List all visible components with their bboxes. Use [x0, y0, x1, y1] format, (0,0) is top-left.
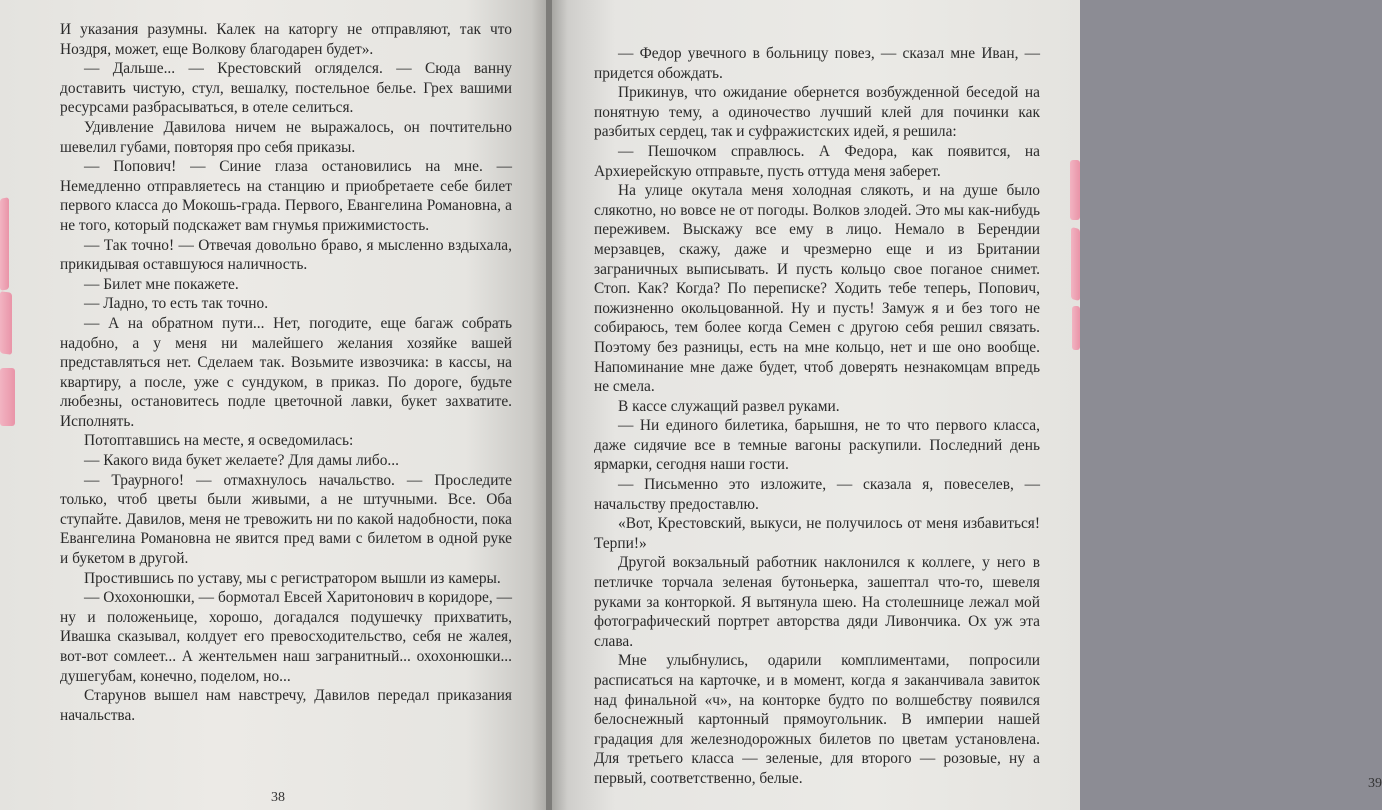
paragraph: — Ни единого билетика, барышня, не то что первого класса, даже сидячие все в темные вагоны раскупили. Последний день ярмарки, сегодня наши гости.: [594, 417, 1040, 474]
paragraph: — Билет мне покажете.: [84, 275, 239, 293]
right-page-text: [594, 44, 1040, 789]
paragraph: — Ладно, то есть так точно.: [84, 295, 269, 313]
paragraph: Удивление Давилова ничем не выражалось, он почтительно шевелил губами, повторяя про себя приказы.: [60, 118, 512, 156]
bookmark-tab: [1072, 306, 1080, 350]
paragraph: Другой вокзальный работник наклонился к коллеге, у него в петличке торчала зеленая бутоньерка, зашептал что-то, шевеля руками за конторкой. Я вытянула шею. На столешнице лежал мой фотографический портрет авторства дяди Ливончика. Ох уж эта слава.: [594, 554, 1040, 650]
paragraph: Простившись по уставу, мы с регистратором вышли из камеры.: [84, 569, 501, 587]
paragraph: В кассе служащий развел руками.: [618, 397, 840, 415]
paragraph: — Письменно это изложите, — сказала я, повеселев, — начальству предоставлю.: [594, 476, 1040, 513]
bookmark-tab: [1070, 160, 1080, 220]
paragraph: — Федор увечного в больницу повез, — сказал мне Иван, — придется обождать.: [594, 45, 1040, 82]
bookmark-tab: [0, 291, 12, 355]
paragraph: На улице окутала меня холодная слякоть, и на душе было слякотно, но вовсе не от погоды. Волков злодей. Это мы как-нибудь переживем. Выскажу все ему в лицо. Немало в Берендии мерзавцев, скажу, даже и чрезмерно еще и из Британии заграничных выписывать. И пусть кольцо свое поганое снимет. Стоп. Как? Когда? По переписке? Ходить тебе теперь, Попович, пожизненно окольцованной. Ну и пусть! Замуж я и без того не собираюсь, тем более когда Семен с другою себя решил связать. Поэтому без разницы, есть на мне кольцо, нет и ше оно вообще. Напоминание мне даже будет, чтоб доверять незнакомцам впредь не смела.: [594, 182, 1040, 396]
page-number: 39: [1368, 776, 1382, 791]
paragraph: Мне улыбнулись, одарили комплиментами, попросили расписаться на карточке, и в момент, когда я заканчивала завиток над финальной «ч», на конторке будто по волшебству появился белоснежный картонный прямоугольник. В империи нашей градация для железнодорожных билетов по цветам установлена. Для третьего класса — зеленые, для второго — розовые, ну а первый, соответственно, белые.: [594, 652, 1040, 787]
paragraph: «Вот, Крестовский, выкуси, не получилось от меня избавиться! Терпи!»: [594, 515, 1040, 552]
bookmark-tab: [0, 368, 15, 426]
paragraph: — Пешочком справлюсь. А Федора, как появится, на Архиерейскую отправьте, пусть оттуда меня заберет.: [594, 142, 1040, 180]
paragraph: Прикинув, что ожидание обернется возбужденной беседой на понятную тему, а одиночество лучший клей для починки как разбитых сердец, так и суфражистских идей, я решила:: [594, 84, 1040, 141]
paragraph: — А на обратном пути... Нет, погодите, еще багаж собрать надобно, а у меня ни малейшего желания хозяйке вашей представляться нет. Сделаем так. Возьмите извозчика: в кассы, на квартиру, а после, уже с сундуком, в приказ. По дороге, будьте любезны, остановитесь подле цветочной лавки, букет захватите. Исполнять.: [60, 314, 512, 430]
left-page-text: [60, 20, 512, 725]
page-number: 38: [271, 790, 285, 805]
paragraph: — Попович! — Синие глаза остановились на мне. — Немедленно отправляетесь на станцию и приобретаете себе билет первого класса до Мокошь-града. Первого, Евангелина Романовна, а не того, который подскажет вам гнумья прижимистость.: [60, 158, 512, 234]
paragraph: — Дальше... — Крестовский огляделся. — Сюда ванну доставить чистую, стул, вешалку, постельное белье. Грех вашими ресурсами разбрасываться, в отеле селиться.: [60, 60, 512, 117]
paragraph: Потоптавшись на месте, я осведомилась:: [84, 432, 354, 450]
left-page: [0, 0, 548, 810]
paragraph: — Охохонюшки, — бормотал Евсей Харитонович в коридоре, — ну и положеньице, хорошо, догадался подушечку прихватить, Ивашка сказывал, колдует его превосходительство, себя не жалея, вот-вот сомлеет... А жентельмен наш загранитный... охохонюшки... душегубам, конечно, поделом, но...: [60, 589, 512, 685]
paragraph: — Какого вида букет желаете? Для дамы либо...: [84, 452, 399, 470]
paragraph: И указания разумны. Калек на каторгу не отправляют, так что Ноздря, может, еще Волкову благодарен будет».: [60, 21, 512, 58]
paragraph: — Так точно! — Отвечая довольно браво, я мысленно вздыхала, прикидывая оставшуюся наличность.: [60, 236, 512, 274]
bookmark-tab: [1071, 227, 1080, 301]
paragraph: — Траурного! — отмахнулось начальство. — Проследите только, чтоб цветы были живыми, а не штучными. Все. Оба ступайте. Давилов, меня не тревожить ни по какой надобности, пока Евангелина Романовна не явится пред вами с билетом в одной руке и букетом в другой.: [60, 471, 512, 568]
bookmark-tab: [0, 197, 9, 291]
paragraph: Старунов вышел нам навстречу, Давилов передал приказания начальства.: [60, 687, 512, 724]
